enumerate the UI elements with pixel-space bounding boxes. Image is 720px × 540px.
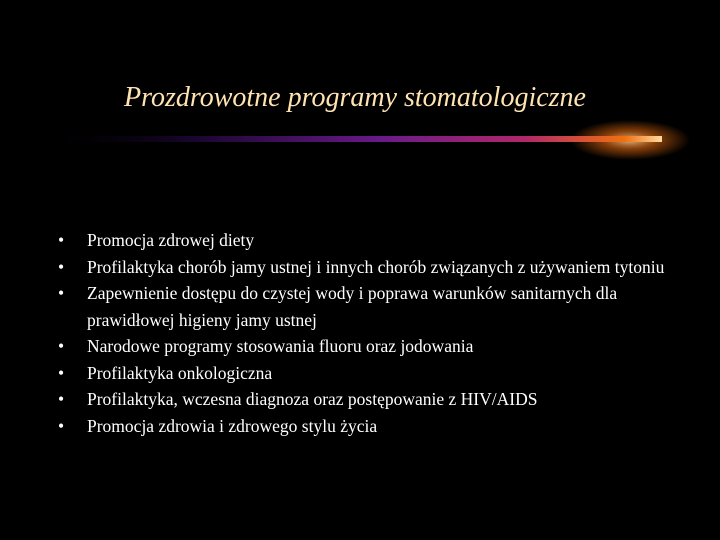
bullet-item [52, 254, 672, 281]
bullet-item [52, 413, 672, 440]
title-underline-decoration [40, 122, 670, 162]
bullet-marker: • [58, 256, 65, 277]
bullet-text: Profilaktyka, wczesna diagnoza oraz postępowanie z HIV/AIDS [87, 389, 538, 409]
bullet-text: Promocja zdrowia i zdrowego stylu życia [87, 415, 378, 436]
bullet-text: Profilaktyka chorób jamy ustnej i innych chorób związanych z używaniem tytoniu [87, 256, 665, 277]
bullet-marker: • [58, 283, 65, 303]
bullet-item [52, 227, 672, 254]
bullet-text: Narodowe programy stosowania fluoru oraz jodowania [87, 336, 474, 356]
bullet-text: Profilaktyka onkologiczna [87, 362, 273, 383]
bullet-item [52, 360, 672, 387]
bullet-text: Promocja zdrowej diety [87, 230, 255, 250]
bullet-marker: • [58, 230, 65, 250]
bullet-list [52, 227, 672, 439]
bullet-item [52, 280, 672, 333]
bullet-marker: • [58, 336, 65, 356]
bullet-marker: • [58, 415, 65, 436]
bullet-marker: • [58, 362, 65, 383]
bullet-text: Zapewnienie dostępu do czystej wody i poprawa warunków sanitarnych dla prawidłowej higieny jamy ustnej [87, 283, 618, 330]
bullet-item [52, 333, 672, 360]
bullet-item [52, 386, 672, 413]
slide-title: Prozdrowotne programy stomatologiczne [124, 82, 586, 113]
bullet-marker: • [58, 389, 65, 409]
